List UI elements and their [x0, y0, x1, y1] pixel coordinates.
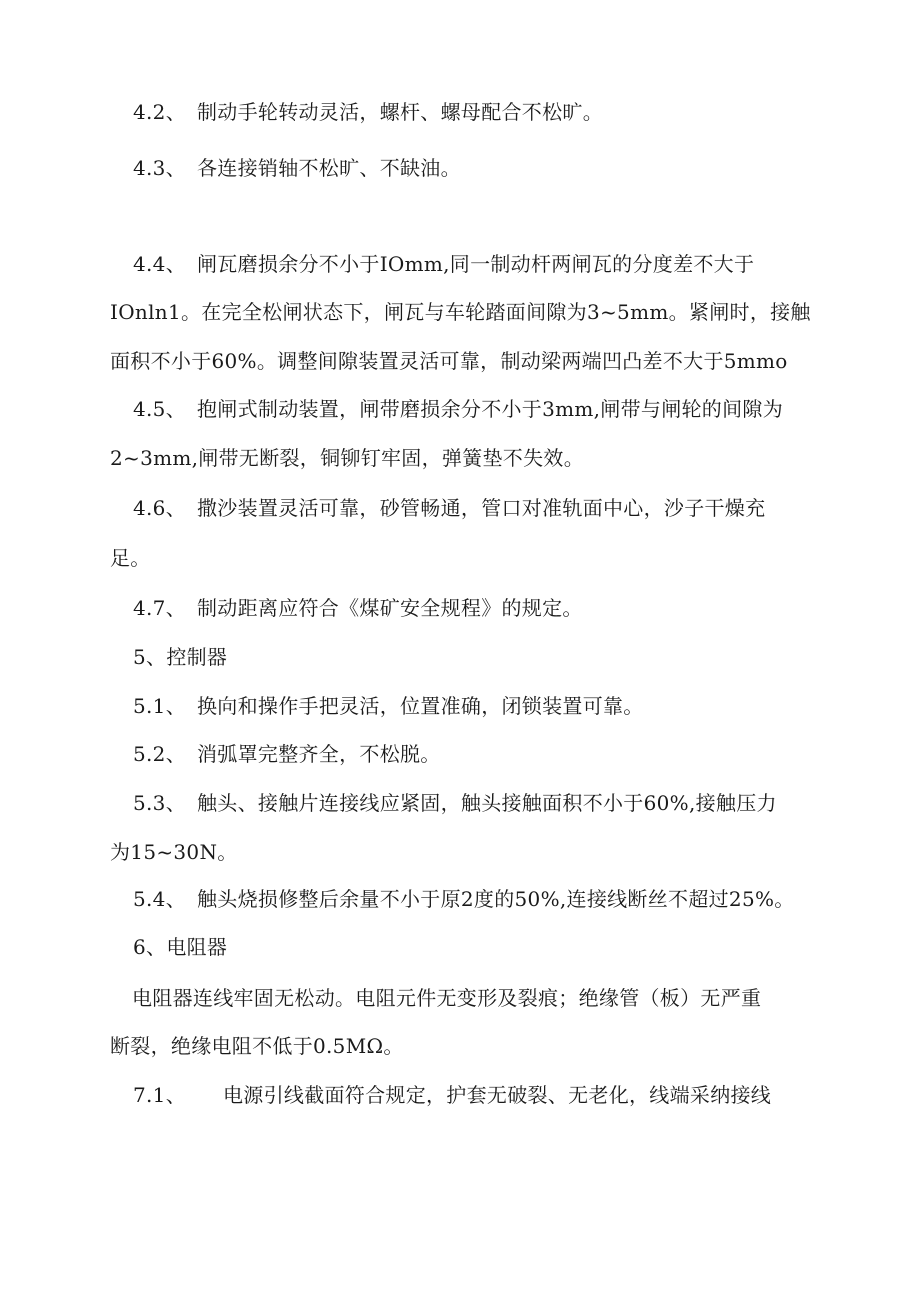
clause-number: 5.4、 — [133, 887, 187, 911]
clause-4-2 — [133, 100, 820, 124]
clause-number: 4.4、 — [133, 252, 187, 276]
clause-5-3-continued — [110, 840, 820, 864]
clause-number: 4.5、 — [133, 397, 187, 421]
resistor-paragraph — [132, 986, 842, 1010]
clause-text: 面积不小于60%。调整间隙装置灵活可靠，制动梁两端凹凸差不大于5mmo — [110, 349, 788, 373]
clause-4-7 — [133, 596, 820, 620]
resistor-paragraph-continued — [110, 1034, 820, 1058]
clause-5-3 — [133, 791, 820, 815]
clause-5-4 — [133, 887, 820, 911]
clause-text: 足。 — [110, 546, 151, 570]
clause-text: 制动手轮转动灵活，螺杆、螺母配合不松旷。 — [197, 100, 603, 124]
clause-number: 5.2、 — [133, 742, 187, 766]
clause-4-5 — [133, 397, 820, 421]
section-heading: 6、电阻器 — [133, 935, 228, 959]
clause-5-2 — [133, 742, 820, 766]
clause-7-1 — [133, 1083, 820, 1107]
clause-text: 消弧罩完整齐全，不松脱。 — [197, 742, 441, 766]
clause-5-1 — [133, 694, 820, 718]
clause-number: 5.1、 — [133, 694, 187, 718]
clause-text: 为15~30N。 — [110, 840, 238, 864]
clause-4-4-continued — [110, 349, 820, 373]
clause-text: 触头、接触片连接线应紧固，触头接触面积不小于60%,接触压力 — [197, 791, 777, 815]
paragraph-text: 电阻器连线牢固无松动。电阻元件无变形及裂痕；绝缘管（板）无严重 — [132, 986, 762, 1010]
clause-number: 4.3、 — [133, 156, 187, 180]
section-heading-controller — [133, 645, 820, 669]
clause-text: 撒沙装置灵活可靠，砂管畅通，管口对准轨面中心，沙子干燥充 — [197, 496, 766, 520]
clause-text: 抱闸式制动装置，闸带磨损余分不小于3mm,闸带与闸轮的间隙为 — [197, 397, 784, 421]
clause-number: 5.3、 — [133, 791, 187, 815]
clause-text: 换向和操作手把灵活，位置准确，闭锁装置可靠。 — [197, 694, 644, 718]
clause-number: 4.2、 — [133, 100, 187, 124]
clause-4-3 — [133, 156, 820, 180]
clause-number: 4.7、 — [133, 596, 187, 620]
clause-text: 触头烧损修整后余量不小于原2度的50%,连接线断丝不超过25%。 — [197, 887, 795, 911]
clause-text: IOnln1。在完全松闸状态下，闸瓦与车轮踏面间隙为3~5mm。紧闸时，接触 — [110, 300, 811, 324]
clause-4-6-continued — [110, 546, 820, 570]
clause-4-4-continued — [110, 300, 820, 324]
clause-text: 各连接销轴不松旷、不缺油。 — [197, 156, 461, 180]
section-heading-resistor — [133, 935, 820, 959]
section-heading: 5、控制器 — [133, 645, 228, 669]
clause-4-6 — [133, 496, 820, 520]
clause-number: 4.6、 — [133, 496, 187, 520]
clause-number: 7.1、 — [133, 1083, 187, 1107]
paragraph-text: 断裂，绝缘电阻不低于0.5MΩ。 — [110, 1034, 404, 1058]
clause-4-5-continued — [110, 446, 820, 470]
clause-4-4 — [133, 252, 820, 276]
clause-text: 闸瓦磨损余分不小于IOmm,同一制动杆两闸瓦的分度差不大于 — [197, 252, 755, 276]
clause-text: 制动距离应符合《煤矿安全规程》的规定。 — [197, 596, 583, 620]
clause-text: 2~3mm,闸带无断裂，铜铆钉牢固，弹簧垫不失效。 — [110, 446, 584, 470]
clause-text: 电源引线截面符合规定，护套无破裂、无老化，线端采纳接线 — [223, 1083, 772, 1107]
